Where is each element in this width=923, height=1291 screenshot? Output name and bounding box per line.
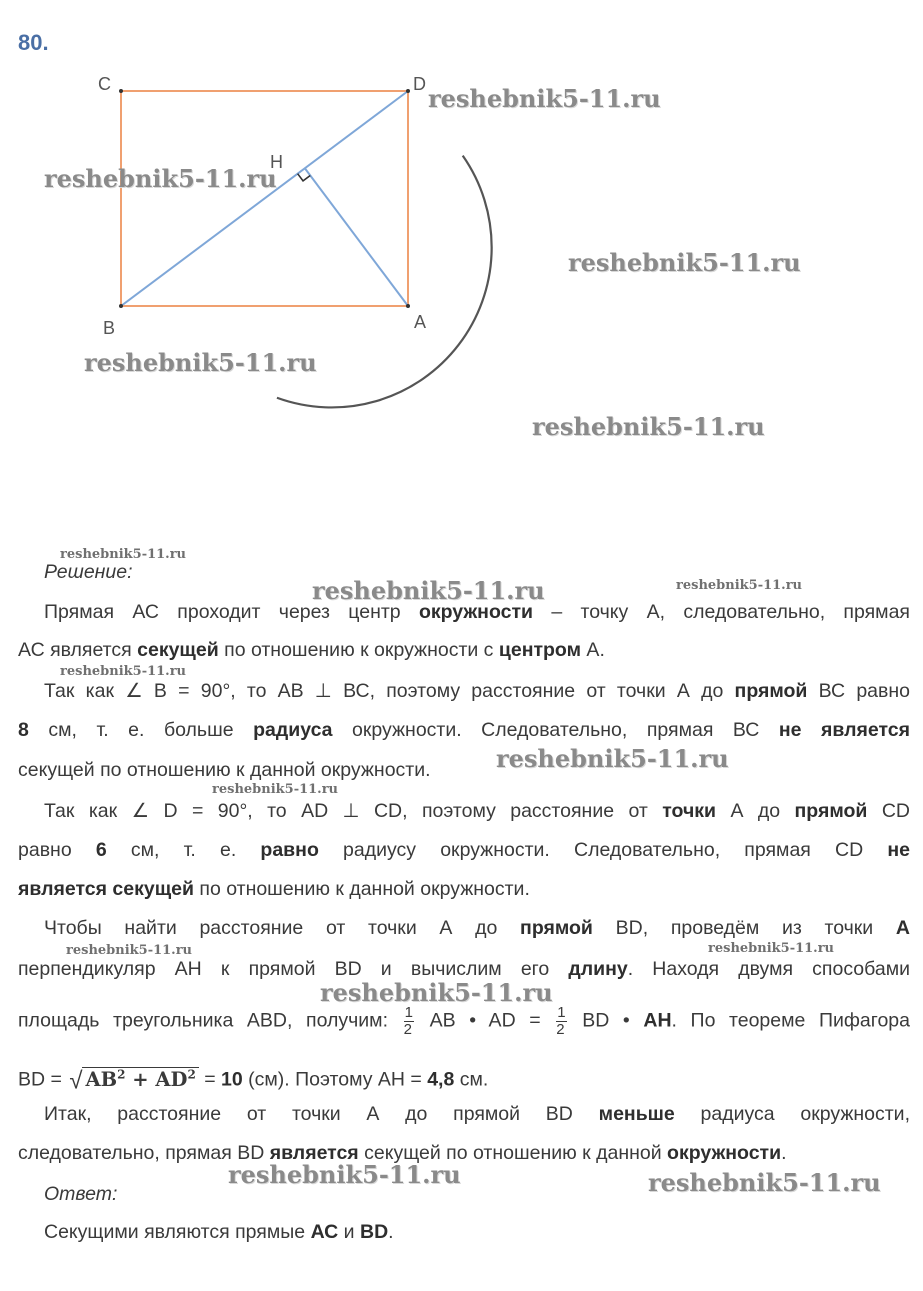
p2-line3: секущей по отношению к данной окружности. bbox=[18, 759, 431, 781]
p2-line2: 8 см, т. е. больше радиуса окружности. Следовательно, прямая ВС не является bbox=[18, 719, 910, 741]
p3-line2: равно 6 см, т. е. равно радиусу окружности. Следовательно, прямая CD не bbox=[18, 839, 910, 861]
fraction-half: $\frac{1}{2}$ bbox=[556, 1004, 566, 1038]
p4-line3: площадь треугольника ABD, получим: $\frac{1}{2}$ AB • AD = $\frac{1}{2}$ BD • AH. По теореме Пифагора bbox=[18, 1004, 910, 1038]
p4-line1: Чтобы найти расстояние от точки А до прямой BD, проведём из точки А bbox=[44, 917, 910, 939]
label-c: C bbox=[98, 74, 111, 94]
p3-line3: является секущей по отношению к данной окружности. bbox=[18, 878, 530, 900]
watermark: reshebnik5-11.ru bbox=[320, 978, 553, 1007]
watermark: reshebnik5-11.ru bbox=[568, 248, 801, 277]
label-b: B bbox=[103, 318, 116, 338]
watermark: reshebnik5-11.ru bbox=[532, 412, 765, 441]
watermark: reshebnik5-11.ru bbox=[66, 943, 193, 958]
watermark: reshebnik5-11.ru bbox=[228, 1160, 461, 1189]
watermark: reshebnik5-11.ru bbox=[496, 744, 729, 773]
watermark: reshebnik5-11.ru bbox=[648, 1168, 881, 1197]
answer-text: Секущими являются прямые АС и BD. bbox=[44, 1221, 394, 1243]
label-h: H bbox=[270, 152, 283, 172]
watermark: reshebnik5-11.ru bbox=[428, 84, 661, 113]
segment-bd bbox=[121, 91, 408, 306]
vertex-b bbox=[119, 304, 123, 308]
vertex-c bbox=[119, 89, 123, 93]
p1-line1: Прямая АС проходит через центр окружности – точку А, следовательно, прямая bbox=[44, 601, 910, 623]
p5-line2: следовательно, прямая BD является секущей по отношению к данной окружности. bbox=[18, 1142, 787, 1164]
watermark: reshebnik5-11.ru bbox=[708, 941, 835, 956]
label-d: D bbox=[413, 74, 426, 94]
p3-line1: Так как ∠ D = 90°, то AD ⊥ CD, поэтому расстояние от точки А до прямой CD bbox=[44, 800, 910, 822]
watermark: reshebnik5-11.ru bbox=[44, 164, 277, 193]
watermark: reshebnik5-11.ru bbox=[84, 348, 317, 377]
label-a: A bbox=[414, 312, 427, 332]
right-angle-mark bbox=[298, 174, 311, 181]
watermark: reshebnik5-11.ru bbox=[60, 547, 187, 562]
problem-number: 80. bbox=[18, 30, 49, 55]
watermark: reshebnik5-11.ru bbox=[60, 664, 187, 679]
p2-line1: Так как ∠ В = 90°, то АВ ⊥ ВС, поэтому расстояние от точки А до прямой ВС равно bbox=[44, 680, 910, 702]
solution-heading: Решение: bbox=[44, 561, 133, 583]
square-root: √ $AB^2 + AD^2$ bbox=[69, 1062, 198, 1094]
p5-line1: Итак, расстояние от точки А до прямой BD меньше радиуса окружности, bbox=[44, 1103, 910, 1125]
watermark: reshebnik5-11.ru bbox=[676, 578, 803, 593]
watermark: reshebnik5-11.ru bbox=[312, 576, 545, 605]
p4-line2: перпендикуляр АН к прямой BD и вычислим его длину. Находя двумя способами bbox=[18, 958, 911, 980]
fraction-half: $\frac{1}{2}$ bbox=[403, 1004, 413, 1038]
watermark: reshebnik5-11.ru bbox=[212, 782, 339, 797]
vertex-d bbox=[406, 89, 410, 93]
vertex-a bbox=[406, 304, 410, 308]
p4-line4: BD = √ $AB^2 + AD^2 = 10$ (см). Поэтому АН = 4,8 см. bbox=[18, 1062, 910, 1094]
answer-heading: Ответ: bbox=[44, 1183, 118, 1205]
p1-line2: АС является секущей по отношению к окружности с центром А. bbox=[18, 639, 605, 661]
segment-ah bbox=[305, 168, 408, 306]
